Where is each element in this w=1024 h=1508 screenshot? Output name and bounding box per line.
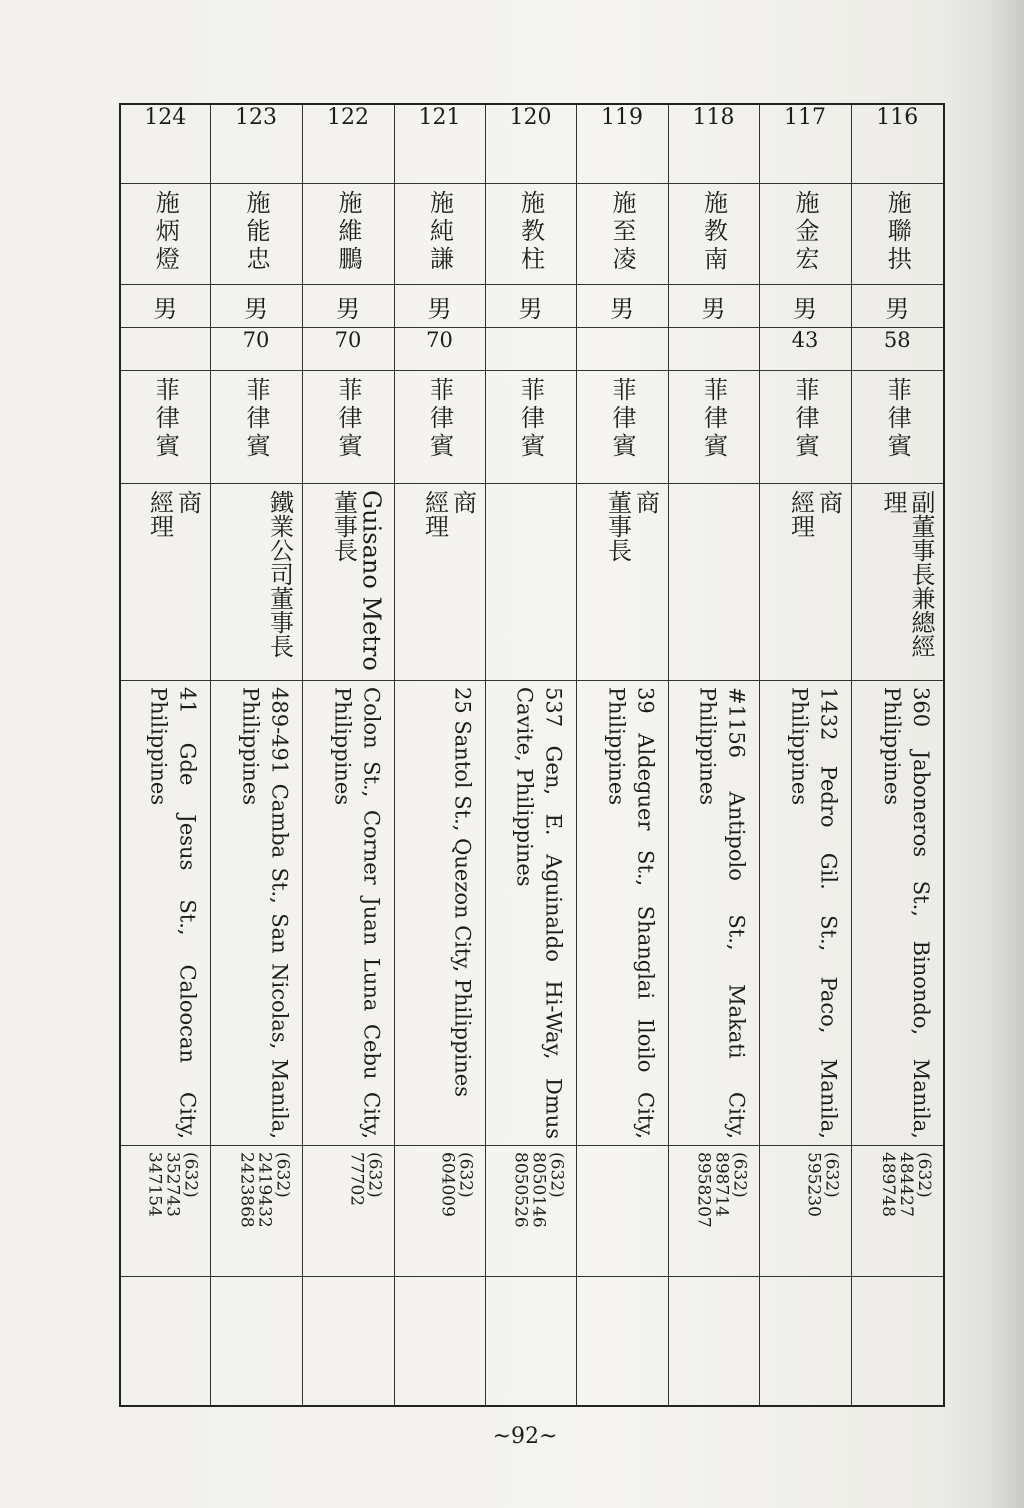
country: 菲律賓: [699, 377, 728, 461]
phone-cell: [851, 1146, 944, 1277]
remarks-cell: [394, 1277, 485, 1407]
phone: (632) 604009: [437, 1152, 476, 1217]
country: 菲律賓: [608, 377, 636, 461]
remarks-cell: [485, 1277, 576, 1407]
phone-cell: [394, 1146, 485, 1277]
record-number: 118: [668, 104, 759, 184]
address-cell: [394, 681, 485, 1146]
age: 58: [851, 328, 944, 371]
age: 43: [759, 328, 851, 371]
address: 537 Gen, E. Aguinaldo Hi-Way, Dmus Cavite, Philippines: [512, 687, 566, 1139]
row-gender: [120, 285, 944, 328]
country-cell: [485, 371, 576, 484]
record-number: 122: [302, 104, 394, 184]
address-cell: [302, 681, 394, 1146]
phone: (632) 352743 347154: [144, 1152, 201, 1217]
age: 70: [394, 328, 485, 371]
record-number: 120: [485, 104, 576, 184]
member-roster-table: [119, 103, 945, 1407]
book-spine-shadow: [984, 0, 1024, 1508]
member-name: 施教南: [699, 190, 728, 274]
phone: (632) 8050146 8050526: [510, 1152, 567, 1228]
country-cell: [668, 371, 759, 484]
name-cell: [759, 184, 851, 285]
occupation: 商 董事長: [603, 490, 660, 562]
row-phone: [120, 1146, 944, 1277]
row-remarks: [120, 1277, 944, 1407]
remarks-cell: [851, 1277, 944, 1407]
member-name: 施教柱: [516, 190, 545, 274]
address-cell: [668, 681, 759, 1146]
country: 菲律賓: [883, 377, 912, 461]
phone: (632) 484427 489748: [878, 1152, 934, 1217]
remarks-cell: [302, 1277, 394, 1407]
occupation: [751, 484, 759, 676]
row-country: [120, 371, 944, 484]
member-name: 施純謙: [425, 190, 454, 274]
record-number: 119: [576, 104, 668, 184]
age: [485, 328, 576, 371]
phone-cell: [485, 1146, 576, 1277]
address: #1156 Antipolo St., Makati City, Philippines: [695, 687, 749, 1139]
row-age: [120, 328, 944, 371]
member-name: 施金宏: [791, 190, 819, 274]
gender: 男: [759, 285, 851, 328]
country: 菲律賓: [242, 377, 270, 461]
remarks-cell: [210, 1277, 302, 1407]
age: 70: [302, 328, 394, 371]
row-address: [120, 681, 944, 1146]
remarks-cell: [668, 1277, 759, 1407]
country-cell: [210, 371, 302, 484]
address: 360 Jaboneros St., Binondo, Manila, Philippines: [880, 687, 933, 1139]
member-name: 施能忠: [242, 190, 270, 274]
occupation: [568, 484, 576, 676]
address: 39 Aldeguer St., Shanglai Iloilo City, Philippines: [604, 687, 658, 1139]
record-number: 116: [851, 104, 944, 184]
occupation-cell: [394, 484, 485, 681]
occupation-cell: [485, 484, 576, 681]
address-cell: [759, 681, 851, 1146]
occupation-cell: [759, 484, 851, 681]
phone: [658, 1146, 668, 1272]
record-number: 117: [759, 104, 851, 184]
address-cell: [120, 681, 210, 1146]
gender: 男: [394, 285, 485, 328]
address: 1432 Pedro Gil. St., Paco, Manila, Philippines: [787, 687, 841, 1139]
gender: 男: [210, 285, 302, 328]
address-cell: [485, 681, 576, 1146]
remarks-cell: [759, 1277, 851, 1407]
name-cell: [120, 184, 210, 285]
gender: 男: [120, 285, 210, 328]
row-record-number: [120, 104, 944, 184]
country-cell: [576, 371, 668, 484]
gender: 男: [302, 285, 394, 328]
occupation-cell: [668, 484, 759, 681]
country: 菲律賓: [334, 377, 362, 461]
phone-cell: [302, 1146, 394, 1277]
row-occupation: [120, 484, 944, 681]
occupation: 商 經理: [145, 490, 202, 538]
member-name: 施維鵬: [334, 190, 362, 274]
country-cell: [851, 371, 944, 484]
address-cell: [210, 681, 302, 1146]
member-name: 施炳燈: [151, 190, 180, 274]
country: 菲律賓: [425, 377, 454, 461]
country-cell: [394, 371, 485, 484]
occupation-cell: [576, 484, 668, 681]
country: 菲律賓: [791, 377, 819, 461]
phone: (632) 898714 8958207: [693, 1152, 750, 1228]
occupation: 鐵業公司董事長: [265, 490, 294, 658]
age: [120, 328, 210, 371]
remarks-cell: [120, 1277, 210, 1407]
address: Colon St., Corner Juan Luna Cebu City, Philippines: [330, 687, 384, 1139]
country-cell: [302, 371, 394, 484]
record-number: 123: [210, 104, 302, 184]
gender: 男: [576, 285, 668, 328]
occupation: 商 經理: [420, 490, 477, 538]
record-number: 124: [120, 104, 210, 184]
occupation-cell: [851, 484, 944, 681]
occupation-cell: [210, 484, 302, 681]
country: 菲律賓: [516, 377, 545, 461]
gender: 男: [485, 285, 576, 328]
member-name: 施至凌: [608, 190, 636, 274]
phone-cell: [210, 1146, 302, 1277]
phone-cell: [759, 1146, 851, 1277]
age: 70: [210, 328, 302, 371]
address: 25 Santol St., Quezon City, Philippines: [450, 687, 475, 1098]
address-cell: [576, 681, 668, 1146]
occupation: 商 經理: [786, 490, 843, 538]
name-cell: [394, 184, 485, 285]
member-name: 施聯拱: [883, 190, 912, 274]
name-cell: [302, 184, 394, 285]
phone: (632) 77702: [346, 1152, 385, 1207]
name-cell: [210, 184, 302, 285]
occupation-cell: [302, 484, 394, 681]
country-cell: [120, 371, 210, 484]
phone: (632) 595230: [803, 1152, 842, 1217]
country: 菲律賓: [151, 377, 180, 461]
row-name: [120, 184, 944, 285]
gender: 男: [668, 285, 759, 328]
name-cell: [851, 184, 944, 285]
page-number: ~92~: [492, 1424, 558, 1449]
country-cell: [759, 371, 851, 484]
occupation-cell: [120, 484, 210, 681]
address: 489-491 Camba St., San Nicolas, Manila, Philippines: [238, 687, 292, 1139]
phone: (632) 2419432 2423868: [236, 1152, 293, 1228]
address: 41 Gde Jesus St., Caloocan City, Philippines: [146, 687, 200, 1139]
name-cell: [576, 184, 668, 285]
phone-cell: [668, 1146, 759, 1277]
occupation: 副董事長兼總經理: [879, 490, 935, 658]
age: [576, 328, 668, 371]
phone-cell: [120, 1146, 210, 1277]
age: [668, 328, 759, 371]
gender: 男: [851, 285, 944, 328]
record-number: 121: [394, 104, 485, 184]
remarks-cell: [576, 1277, 668, 1407]
phone-cell: [576, 1146, 668, 1277]
name-cell: [668, 184, 759, 285]
occupation: Guisano Metro 董事長: [329, 490, 386, 671]
address-cell: [851, 681, 944, 1146]
name-cell: [485, 184, 576, 285]
